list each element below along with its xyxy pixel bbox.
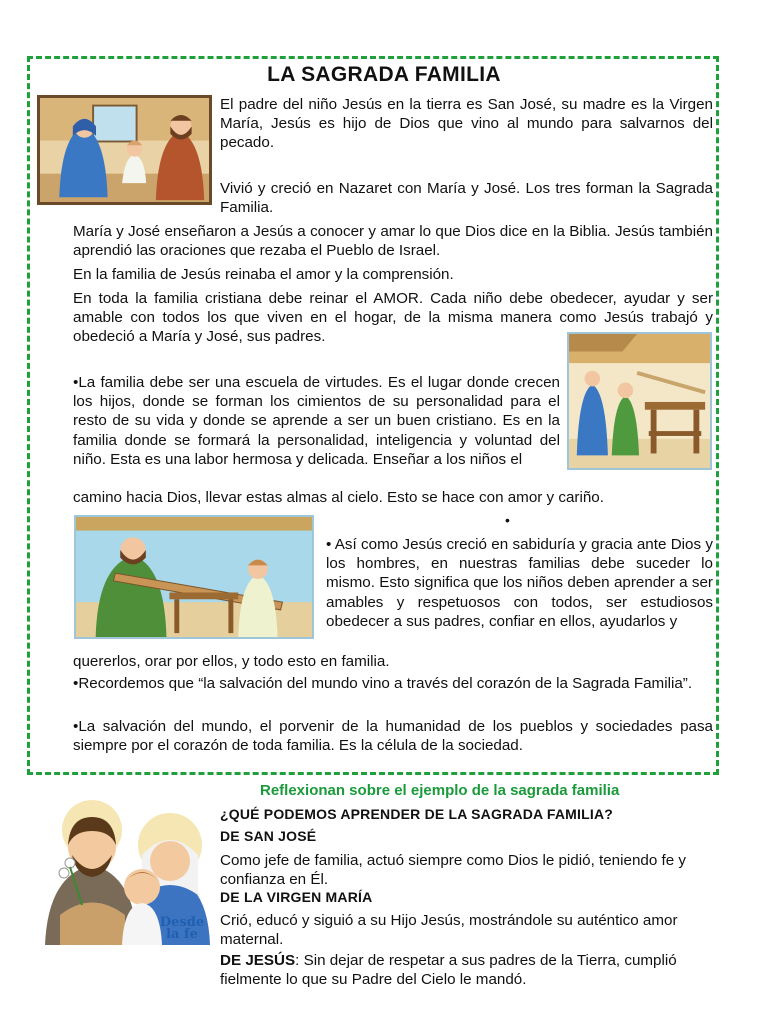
paragraph-6-end: camino hacia Dios, llevar estas almas al cielo. Esto se hace con amor y cariño. xyxy=(73,489,604,506)
paragraph-9: •La salvación del mundo, el porvenir de la humanidad de los pueblos y sociedades pasa siempre por el corazón de toda familia. Es la célula de la sociedad. xyxy=(73,718,713,755)
holy-family-first-steps-illustration xyxy=(37,95,212,205)
paragraph-7-end: quererlos, orar por ellos, y todo esto en familia. xyxy=(73,653,390,670)
paragraph-4: En la familia de Jesús reinaba el amor y la comprensión. xyxy=(73,266,454,283)
logo-line-2: la fe xyxy=(166,927,198,942)
maria-heading: DE LA VIRGEN MARÍA xyxy=(220,889,373,905)
maria-text: Crió, educó y siguió a su Hijo Jesús, mostrándole su auténtico amor maternal. xyxy=(220,912,678,949)
empty-bullet: • xyxy=(505,512,510,528)
jesus-text-block xyxy=(220,951,720,989)
jose-heading: DE SAN JOSÉ xyxy=(220,828,317,844)
reflexion-heading: Reflexionan sobre el ejemplo de la sagrada familia xyxy=(260,782,620,799)
page-title: LA SAGRADA FAMILIA xyxy=(267,63,501,86)
paragraph-6: •La familia debe ser una escuela de virtudes. Es el lugar donde crecen los hijos, donde se forman los cimientos de su personalidad para el resto de su vida y donde se aprende a ser un buen cristiano. Es en la familia donde se formará la personalidad, inteligencia y voluntad del niño. Esta es una labor hermosa y delicada. Enseñar a los niños el xyxy=(73,374,560,468)
question-heading: ¿QUÉ PODEMOS APRENDER DE LA SAGRADA FAMILIA? xyxy=(220,806,614,822)
paragraph-1: El padre del niño Jesús en la tierra es San José, su madre es la Virgen María, Jesús es hijo de Dios que vino al mundo para salvarnos del pecado. xyxy=(220,96,713,152)
jesus-heading: DE JESÚS xyxy=(220,952,296,969)
logo-line-1: Desde xyxy=(159,915,205,930)
holy-family-cartoon-illustration xyxy=(30,795,215,955)
jesus-text: : Sin dejar de respetar a sus padres de la Tierra, cumplió fielmente lo que su Padre del Cielo le mandó. xyxy=(220,952,677,989)
paragraph-2: Vivió y creció en Nazaret con María y José. Los tres forman la Sagrada Familia. xyxy=(220,180,713,217)
holy-family-workshop-illustration xyxy=(567,332,712,470)
paragraph-3: María y José enseñaron a Jesús a conocer y amar lo que Dios dice en la Biblia. Jesús también aprendió las oraciones que rezaba el Pueblo de Israel. xyxy=(73,223,713,260)
desde-la-fe-logo xyxy=(152,917,212,941)
jose-text: Como jefe de familia, actuó siempre como Dios le pidió, teniendo fe y confianza en Él. xyxy=(220,852,686,889)
paragraph-5: En toda la familia cristiana debe reinar el AMOR. Cada niño debe obedecer, ayudar y ser amable con todos los que viven en el hogar, de la misma manera como Jesús trabajó y obedeció a María y José, sus padres. xyxy=(73,290,713,346)
joseph-and-jesus-carpentry-illustration xyxy=(74,515,314,639)
paragraph-8: •Recordemos que “la salvación del mundo vino a través del corazón de la Sagrada Familia”. xyxy=(73,675,693,692)
paragraph-7: • Así como Jesús creció en sabiduría y gracia ante Dios y los hombres, en nuestras familias debe suceder lo mismo. Esto significa que los niños deben aprender a ser amables y respetuosos con todos, ser estudiosos obedecer a sus padres, confiar en ellos, ayudarlos y xyxy=(326,536,713,630)
